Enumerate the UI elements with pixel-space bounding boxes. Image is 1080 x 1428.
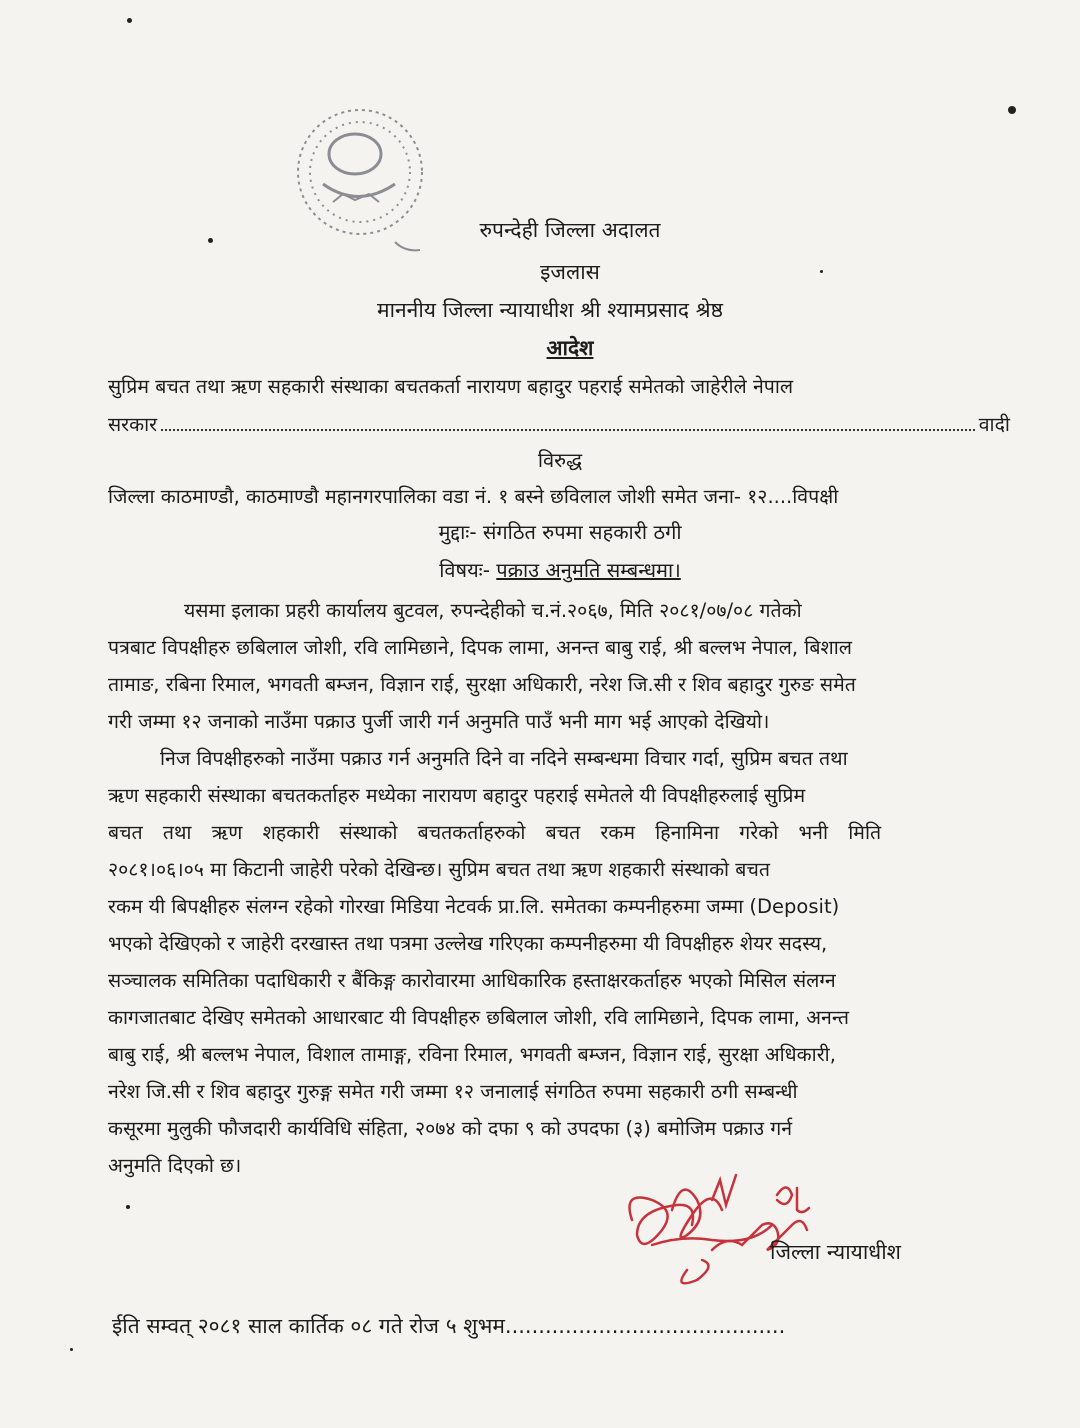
speck — [820, 270, 823, 273]
footer-text: ईति सम्वत् २०८१ साल कार्तिक ०८ गते रोज ५ शुभम — [112, 1314, 505, 1338]
footer-line — [112, 1312, 785, 1340]
para1-line: गरी जम्मा १२ जनाको नाउँमा पक्राउ पुर्जी जारी गर्न अनुमति पाउँ भनी माग भई आएको देखियो। — [108, 710, 770, 733]
subject-text: पक्राउ अनुमति सम्बन्धमा। — [496, 558, 681, 582]
speck — [208, 238, 213, 243]
para2-line: कसूरमा मुलुकी फौजदारी कार्यविधि संहिता, २०७४ को दफा ९ को उपदफा (३) बमोजिम पक्राउ गर्न — [108, 1117, 793, 1140]
plaintiff-line-1: सुप्रिम बचत तथा ऋण सहकारी संस्थाका बचतकर्ता नारायण बहादुर पहराई समेतको जाहेरीले नेपाल — [108, 375, 794, 398]
para2-line: सञ्चालक समितिका पदाधिकारी र बैंकिङ्ग कारोवारमा आधिकारिक हस्ताक्षरकर्ताहरु भएको मिसिल संलग्न — [108, 969, 836, 992]
subject-line — [20, 556, 1080, 583]
plaintiff-name: सरकार — [108, 413, 158, 436]
speck — [1008, 106, 1016, 114]
bench-label: इजलास — [540, 260, 600, 284]
para2-line: भएको देखिएको र जाहेरी दरखास्त तथा पत्रमा उल्लेख गरिएका कम्पनीहरुमा यी विपक्षीहरु शेयर सदस्य, — [108, 932, 828, 955]
order-title — [30, 334, 1080, 362]
order-title-text: आदेश — [546, 336, 594, 360]
para2-line: बाबु राई, श्री बल्लभ नेपाल, विशाल तामाङ्ग, रविना रिमाल, भगवती बम्जन, विज्ञान राई, सुरक्षा अधिकारी, — [108, 1043, 836, 1066]
para2-line: नरेश जि.सी र शिव बहादुर गुरुङ्ग समेत गरी जम्मा १२ जनालाई संगठित रुपमा सहकारी ठगी सम्बन्धी — [108, 1080, 798, 1103]
para2-line: रकम यी बिपक्षीहरु संलग्न रहेको गोरखा मिडिया नेटवर्क प्रा.लि. समेतका कम्पनीहरुमा जम्मा (Deposit) — [108, 895, 840, 918]
versus-label: विरुद्ध — [537, 448, 583, 472]
case-title: मुद्दाः- संगठित रुपमा सहकारी ठगी — [438, 520, 682, 544]
dotted-leader — [161, 410, 975, 431]
para2-line: ऋण सहकारी संस्थाका बचतकर्ताहरु मध्येका नारायण बहादुर पहराई समेतले यी विपक्षीहरुलाई सुप्रिम — [108, 784, 806, 807]
speck — [126, 1205, 130, 1209]
para1-line: तामाङ, रबिना रिमाल, भगवती बम्जन, विज्ञान राई, सुरक्षा अधिकारी, नरेश जि.सी र शिव बहादुर गुरुङ समेत — [108, 673, 856, 696]
para2-line: अनुमति दिएको छ। — [108, 1154, 242, 1177]
subject-label: विषयः- — [439, 558, 490, 582]
para2-line: २०८१।०६।०५ मा किटानी जाहेरी परेको देखिन्छ। सुप्रिम बचत तथा ऋण शहकारी संस्थाको बचत — [108, 858, 770, 881]
court-name: रुपन्देही जिल्ला अदालत — [479, 218, 661, 242]
plaintiff-line-2 — [108, 410, 1030, 437]
judge-name: माननीय जिल्ला न्यायाधीश श्री श्यामप्रसाद श्रेष्ठ — [377, 298, 723, 322]
footer-dots: .......................................... — [504, 1314, 786, 1338]
para2-line: कागजातबाट देखिए समेतको आधारबाट यी विपक्षीहरु छबिलाल जोशी, रवि लामिछाने, दिपक लामा, अनन्त — [108, 1006, 849, 1029]
speck — [127, 18, 132, 23]
judge-title: जिल्ला न्यायाधीश — [770, 1240, 901, 1264]
handwritten-signature — [612, 1150, 842, 1300]
para1-line: पत्रबाट विपक्षीहरु छबिलाल जोशी, रवि लामिछाने, दिपक लामा, अनन्त बाबु राई, श्री बल्लभ नेपाल, बिशाल — [108, 636, 853, 659]
plaintiff-role: वादी — [978, 413, 1010, 436]
para1-line: यसमा इलाका प्रहरी कार्यालय बुटवल, रुपन्देहीको च.नं.२०६७, मिति २०८१/०७/०८ गतेको — [184, 599, 802, 622]
para2-line: बचत तथा ऋण शहकारी संस्थाको बचतकर्ताहरुको बचत रकम हिनामिना गरेको भनी मिति — [108, 821, 882, 844]
para2-line: निज विपक्षीहरुको नाउँमा पक्राउ गर्न अनुमति दिने वा नदिने सम्बन्धमा विचार गर्दा, सुप्रिम बचत तथा — [160, 747, 848, 770]
court-seal-icon — [285, 92, 435, 277]
defendant-line: जिल्ला काठमाण्डौ, काठमाण्डौ महानगरपालिका वडा नं. १ बस्ने छविलाल जोशी समेत जना- १२....विपक्षी — [108, 485, 839, 508]
speck — [70, 1348, 73, 1351]
